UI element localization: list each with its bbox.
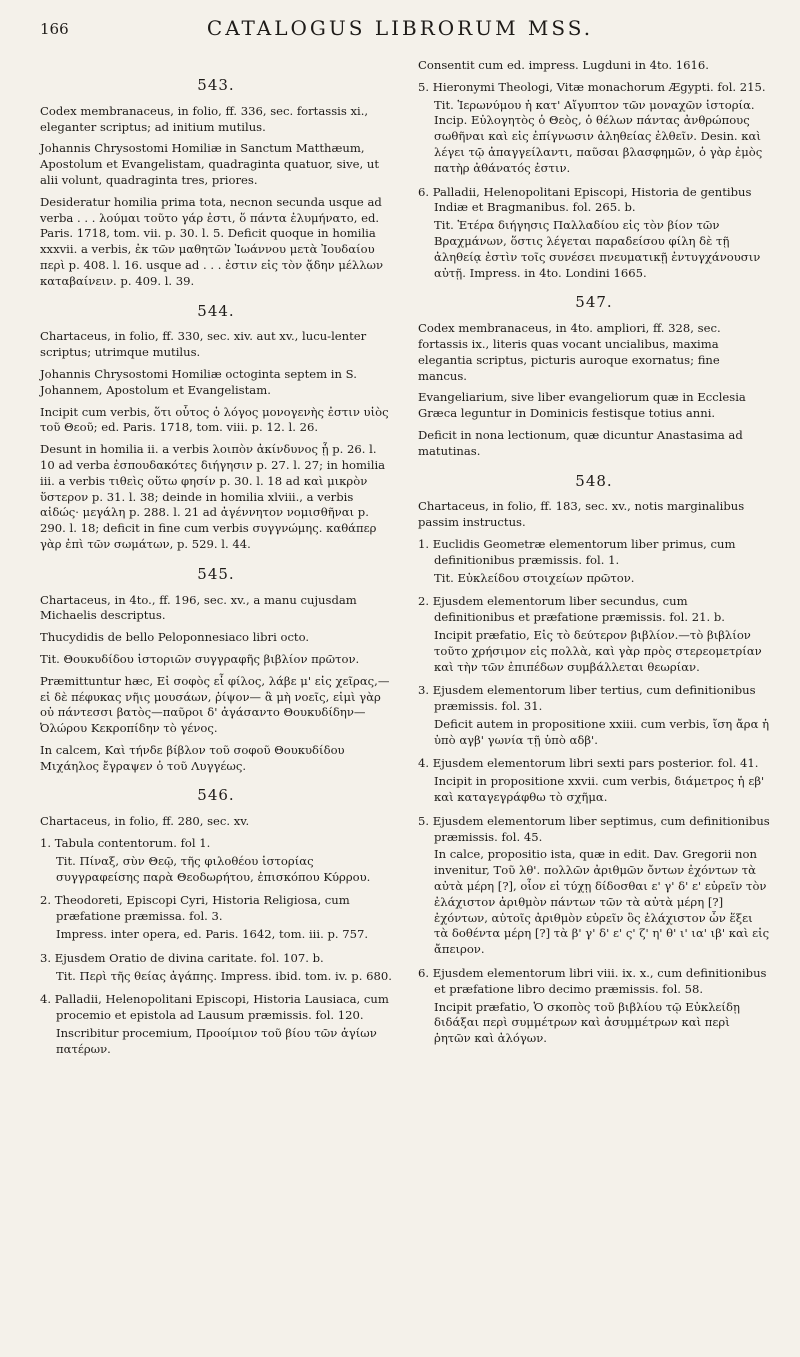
entry-description: Chartaceus, in 4to., ff. 196, sec. xv., a manu cujusdam Michaelis descriptus. xyxy=(40,592,357,623)
item-text: Palladii, Helenopolitani Episcopi, Historia de gentibus Indiæ et Bragmanibus. fol. 265. b. xyxy=(432,184,752,215)
item-text: Tabula contentorum. fol 1. xyxy=(54,836,211,851)
item-detail: Incipit præfatio, Εἰς τὸ δεύτερον βιβλίον.—τὸ βιβλίον τοῦτο χρήσιμον εἰς πολλὰ, καὶ γὰρ πρὸς στερεομετρίαν καὶ τὴν τῶν ἐπιπέδων συμβάλλεται θεωρίαν. xyxy=(434,627,762,674)
item-text: Palladii, Helenopolitani Episcopi, Historia Lausiaca, cum procemio et epistola ad Lausum præmissis. fol. 120. xyxy=(54,992,389,1023)
list-item xyxy=(418,80,770,177)
entry-description: Codex membranaceus, in folio, ff. 336, sec. fortassis xi., eleganter scriptus; ad initium mutilus. xyxy=(40,103,369,134)
list-item xyxy=(418,966,770,1047)
entry-547 xyxy=(418,295,770,459)
list-item xyxy=(418,537,770,586)
item-number: 5. xyxy=(418,79,430,94)
page-header xyxy=(0,10,800,44)
item-detail: Tit. Εὐκλείδου στοιχείων πρῶτον. xyxy=(434,570,635,585)
list-item xyxy=(40,836,392,885)
item-number: 4. xyxy=(40,992,52,1007)
right-column xyxy=(418,58,770,1061)
item-list xyxy=(418,80,770,282)
item-text: Ejusdem Oratio de divina caritate. fol. 107. b. xyxy=(54,950,324,965)
list-item xyxy=(40,992,392,1057)
entry-description: Chartaceus, in folio, ff. 280, sec. xv. xyxy=(40,814,250,829)
item-text: Hieronymi Theologi, Vitæ monachorum Ægypti. fol. 215. xyxy=(432,79,766,94)
entry-paragraph: Desideratur homilia prima tota, necnon secunda usque ad verba . . . λούμαι τοῦτο γάρ ἐστι, ὅ πάντα ἐλυμήνατο, ed. Paris. 1718, tom. vii. p. 30. l. 5. Deficit quoque in homilia xxxvii. a verbis, ἐκ τῶν μαθητῶν Ἰωάννου μετὰ Ἰουδαίου περὶ p. 408. l. 16. usque ad . . . ἐστιν εἰς τὸν ᾅδην μέλλων καταβαίνειν. p. 409. l. 39. xyxy=(40,194,384,288)
entry-546 xyxy=(40,788,392,1057)
item-text: Ejusdem elementorum libri sexti pars posterior. fol. 41. xyxy=(432,756,759,771)
list-item xyxy=(40,951,392,985)
list-item xyxy=(418,185,770,282)
entry-paragraph: Incipit cum verbis, ὅτι οὗτος ὁ λόγος μονογενὴς ἐστιν υἱὸς τοῦ Θεοῦ; ed. Paris. 1718, tom. viii. p. 12. l. 26. xyxy=(40,404,389,435)
item-list xyxy=(40,836,392,1058)
item-text: Ejusdem elementorum liber tertius, cum definitionibus præmissis. fol. 31. xyxy=(432,683,756,714)
item-detail: Impress. inter opera, ed. Paris. 1642, tom. iii. p. 757. xyxy=(56,927,369,942)
item-detail: Deficit autem in propositione xxiii. cum verbis, ἴση ἄρα ἡ ὑπὸ αγβ' γωνία τῇ ὑπὸ αδβ'. xyxy=(434,716,770,747)
item-number: 3. xyxy=(418,683,430,698)
entry-description: Chartaceus, in folio, ff. 330, sec. xiv. aut xv., lucu-lenter scriptus; utrimque mutilus. xyxy=(40,329,367,360)
item-detail: Tit. Πίναξ, σὺν Θεῷ, τῆς φιλοθέου ἱστορίας συγγραφείσης παρὰ Θεοδωρήτου, ἐπισκόπου Κύρρου. xyxy=(56,853,371,884)
item-text: Ejusdem elementorum liber secundus, cum definitionibus et præfatione præmissis. fol. 21. b. xyxy=(432,594,725,625)
item-number: 2. xyxy=(418,594,430,609)
entry-543 xyxy=(40,78,392,290)
left-column xyxy=(40,70,392,1072)
item-list xyxy=(418,537,770,1047)
entry-paragraph: Johannis Chrysostomi Homiliæ in Sanctum Matthæum, Apostolum et Evangelistam, quadraginta quatuor, sive, ut alii volunt, quadraginta tres, priores. xyxy=(40,141,380,187)
entry-paragraph: Thucydidis de bello Peloponnesiaco libri octo. xyxy=(40,630,310,645)
item-text: Ejusdem elementorum liber septimus, cum definitionibus præmissis. fol. 45. xyxy=(432,813,770,844)
item-detail: In calce, propositio ista, quæ in edit. Dav. Gregorii non invenitur, Τοῦ λθ'. πολλῶν ἀριθμῶν ὄντων ἐχόντων τὰ αὐτὰ μέρη [?], οἷον εἰ τύχῃ δίδοσθαι ε' γ' δ' ε' εὑρεῖν τὸν ἐλάχιστον ἀριθμὸν πάντων τῶν τὰ αὐτὰ μέρη [?] ἐχόντων, αὐτοῖς ἀριθμὸν εὑρεῖν ὃς ἐλάχιστον ὧν ἕξει τὰ δοθέντα μέρη [?] τὰ β' γ' δ' ε' ς' ζ' η' θ' ι' ια' ιβ' καὶ εἰς ἄπειρον. xyxy=(434,847,770,957)
list-item xyxy=(40,893,392,942)
item-text: Theodoreti, Episcopi Cyri, Historia Religiosa, cum præfatione præmissa. fol. 3. xyxy=(54,893,350,924)
item-detail: Tit. Περὶ τῆς θείας ἀγάπης. Impress. ibid. tom. iv. p. 680. xyxy=(56,968,392,983)
entry-paragraph: In calcem, Καὶ τήνδε βίβλον τοῦ σοφοῦ Θουκυδίδου Μιχάηλος ἔγραψεν ὁ τοῦ Λυγγέως. xyxy=(40,742,345,773)
entry-number: 546. xyxy=(197,786,235,805)
item-detail: Tit. Ἱερωνύμου ἡ κατ' Αἴγυπτον τῶν μοναχῶν ἱστορία. Incip. Εὐλογητὸς ὁ Θεὸς, ὁ θέλων πάντας ἀνθρώπους σωθῆναι καὶ εἰς ἐπίγνωσιν ἀληθείας ἐλθεῖν. Desin. καὶ λέγει τῷ ἀπαγγείλαντι, παῦσαι βλασφημῶν, ὁ γὰρ ἐμὸς πατὴρ ἀθάνατός ἐστιν. xyxy=(434,97,763,175)
entry-546-continued xyxy=(418,58,770,281)
entry-number: 547. xyxy=(575,293,613,312)
entry-paragraph: Consentit cum ed. impress. Lugduni in 4to. 1616. xyxy=(418,58,709,72)
entry-548 xyxy=(418,471,770,1048)
entry-paragraph: Deficit in nona lectionum, quæ dicuntur Anastasima ad matutinas. xyxy=(418,427,743,458)
entry-description: Chartaceus, in folio, ff. 183, sec. xv., notis marginalibus passim instructus. xyxy=(418,499,745,530)
item-number: 6. xyxy=(418,184,430,199)
list-item xyxy=(418,683,770,748)
item-number: 1. xyxy=(40,836,52,851)
item-number: 2. xyxy=(40,893,52,908)
item-number: 5. xyxy=(418,813,430,828)
list-item xyxy=(418,594,770,675)
list-item xyxy=(418,814,770,958)
entry-545 xyxy=(40,564,392,775)
item-detail: Inscribitur procemium, Προοίμιον τοῦ βίου τῶν ἁγίων πατέρων. xyxy=(56,1026,377,1056)
item-text: Euclidis Geometræ elementorum liber primus, cum definitionibus præmissis. fol. 1. xyxy=(432,536,736,567)
item-text: Ejusdem elementorum libri viii. ix. x., cum definitionibus et præfatione libro decimo præmissis. fol. 58. xyxy=(432,966,767,996)
entry-paragraph: Evangeliarium, sive liber evangeliorum quæ in Ecclesia Græca leguntur in Dominicis festisque totius anni. xyxy=(418,390,746,421)
item-detail: Incipit præfatio, Ὁ σκοπὸς τοῦ βιβλίου τῷ Εὐκλείδῃ διδάξαι περὶ συμμέτρων καὶ ἀσυμμέτρων καὶ περὶ ῥητῶν καὶ ἀλόγων. xyxy=(434,999,740,1046)
entry-paragraph: Johannis Chrysostomi Homiliæ octoginta septem in S. Johannem, Apostolum et Evangelistam. xyxy=(40,366,357,397)
list-item xyxy=(418,756,770,805)
item-number: 4. xyxy=(418,756,430,771)
entry-544 xyxy=(40,301,392,553)
entry-description: Codex membranaceus, in 4to. ampliori, ff. 328, sec. fortassis ix., literis quas vocant uncialibus, maxima elegantia scriptus, picturis auroque exornatus; fine mancus. xyxy=(418,321,721,383)
running-title: CATALOGUS LIBRORUM MSS. xyxy=(206,16,594,40)
entry-number: 545. xyxy=(197,564,235,583)
item-number: 1. xyxy=(418,536,430,551)
entry-paragraph: Desunt in homilia ii. a verbis λοιπὸν ἀκίνδυνος ᾗ p. 26. l. 10 ad verba ἐσπουδακότες διήγησιν p. 27. l. 27; in homilia iii. a verbis τιθεὶς οὕτω φησίν p. 30. l. 18 ad καὶ μικρὸν ὕστερον p. 31. l. 38; deinde in homilia xlviii., a verbis αἰδώς· μεγάλη p. 288. l. 21 ad ἀγέννητον νομισθῆναι p. 290. l. 18; deficit in fine cum verbis συγγνώμης. καθάπερ γὰρ ἐπὶ τῶν σωμάτων, p. 529. l. 44. xyxy=(40,442,386,551)
entry-number: 544. xyxy=(197,301,235,320)
item-number: 3. xyxy=(40,950,52,965)
entry-number: 543. xyxy=(197,76,235,94)
item-detail: Tit. Ἑτέρα διήγησις Παλλαδίου εἰς τὸν βίον τῶν Βραχμάνων, ὅστις λέγεται παραδείσου φίλη δὲ τῇ ἀληθείᾳ ἐστὶν τοῖς συνέσει πνευματικῇ ἐντυγχάνουσιν αὐτῇ. Impress. in 4to. Londini 1665. xyxy=(434,218,761,280)
page-number: 166 xyxy=(40,20,69,38)
item-number: 6. xyxy=(418,966,430,981)
item-detail: Incipit in propositione xxvii. cum verbis, διάμετρος ἡ εβ' καὶ καταγεγράφθω τὸ σχῆμα. xyxy=(434,774,765,805)
entry-paragraph: Præmittuntur hæc, Εἰ σοφὸς εἶ φίλος, λάβε μ' εἰς χεῖρας,—εἰ δὲ πέφυκας νῆις μουσάων, ῥίψον— ἃ μὴ νοεῖς, εἰμὶ γὰρ οὐ πάντεσσι βατὸς—παῦροι δ' ἀγάσαντο Θουκυδίδην—Ὀλώρου Κεκροπίδην τὸ γένος. xyxy=(40,673,390,736)
entry-paragraph: Tit. Θουκυδίδου ἱστοριῶν συγγραφῆς βιβλίον πρῶτον. xyxy=(40,651,360,666)
entry-number: 548. xyxy=(575,471,613,490)
